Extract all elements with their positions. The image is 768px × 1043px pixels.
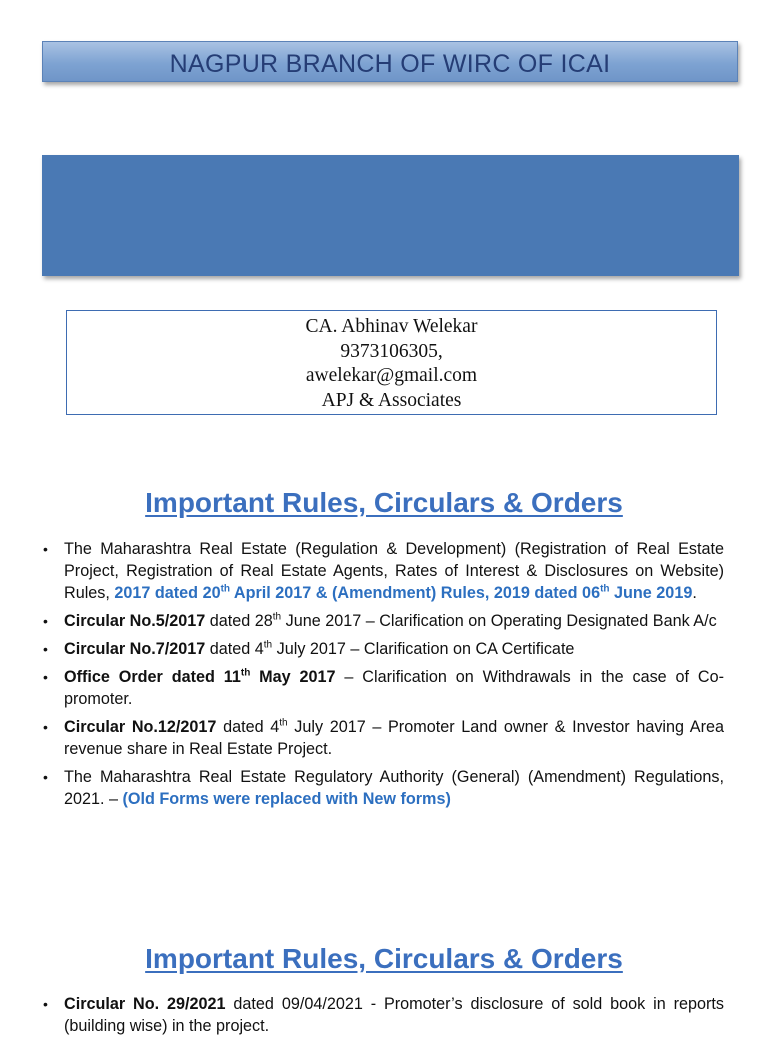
section-heading: Important Rules, Circulars & Orders bbox=[145, 487, 623, 518]
presenter-name: CA. Abhinav Welekar bbox=[305, 316, 478, 337]
presenter-firm: APJ & Associates bbox=[321, 389, 462, 411]
section-heading: Important Rules, Circulars & Orders bbox=[145, 943, 623, 974]
bullet-icon: • bbox=[43, 613, 48, 629]
contact-box bbox=[66, 310, 717, 415]
bullet-icon: • bbox=[43, 669, 48, 685]
branch-title: NAGPUR BRANCH OF WIRC OF ICAI bbox=[169, 50, 611, 78]
presenter-phone: 9373106305, bbox=[340, 340, 443, 362]
bullet-icon: • bbox=[43, 641, 48, 657]
presenter-email: awelekar@gmail.com bbox=[305, 365, 478, 386]
bullet-icon: • bbox=[43, 996, 48, 1012]
list-item: • Circular No.12/2017 dated 4th July 2017 – Promoter Land owner & Investor having Area revenue share in Real Estate Project. bbox=[43, 717, 724, 758]
list-item: • The Maharashtra Real Estate Regulatory Authority (General) (Amendment) Regulations, 2021. – (Old Forms were replaced with New forms) bbox=[43, 768, 724, 808]
list-item: • Office Order dated 11th May 2017 – Clarification on Withdrawals in the case of Co-promoter. bbox=[43, 667, 724, 708]
bullet-icon: • bbox=[43, 719, 48, 735]
bullet-icon: • bbox=[43, 769, 48, 785]
rules-list bbox=[40, 538, 724, 816]
list-item: • Circular No.7/2017 dated 4th July 2017 – Clarification on CA Certificate bbox=[43, 639, 575, 658]
rules-list bbox=[40, 993, 724, 1043]
bullet-icon: • bbox=[43, 541, 48, 557]
branch-banner bbox=[42, 41, 738, 82]
title-placeholder-box bbox=[42, 155, 739, 276]
list-item: • The Maharashtra Real Estate (Regulation & Development) (Registration of Real Estate Project, Registration of Real Estate Agents, Rates of Interest & Disclosures on Website) Rules, 2017 dated 20th April 2017 & (Amendment) Rules, 2019 dated 06th June 2019. bbox=[43, 540, 724, 602]
list-item: • Circular No. 29/2021 dated 09/04/2021 - Promoter’s disclosure of sold book in reports (building wise) in the project. bbox=[43, 995, 725, 1035]
list-item: • Circular No.5/2017 dated 28th June 2017 – Clarification on Operating Designated Bank A/c bbox=[43, 611, 717, 630]
